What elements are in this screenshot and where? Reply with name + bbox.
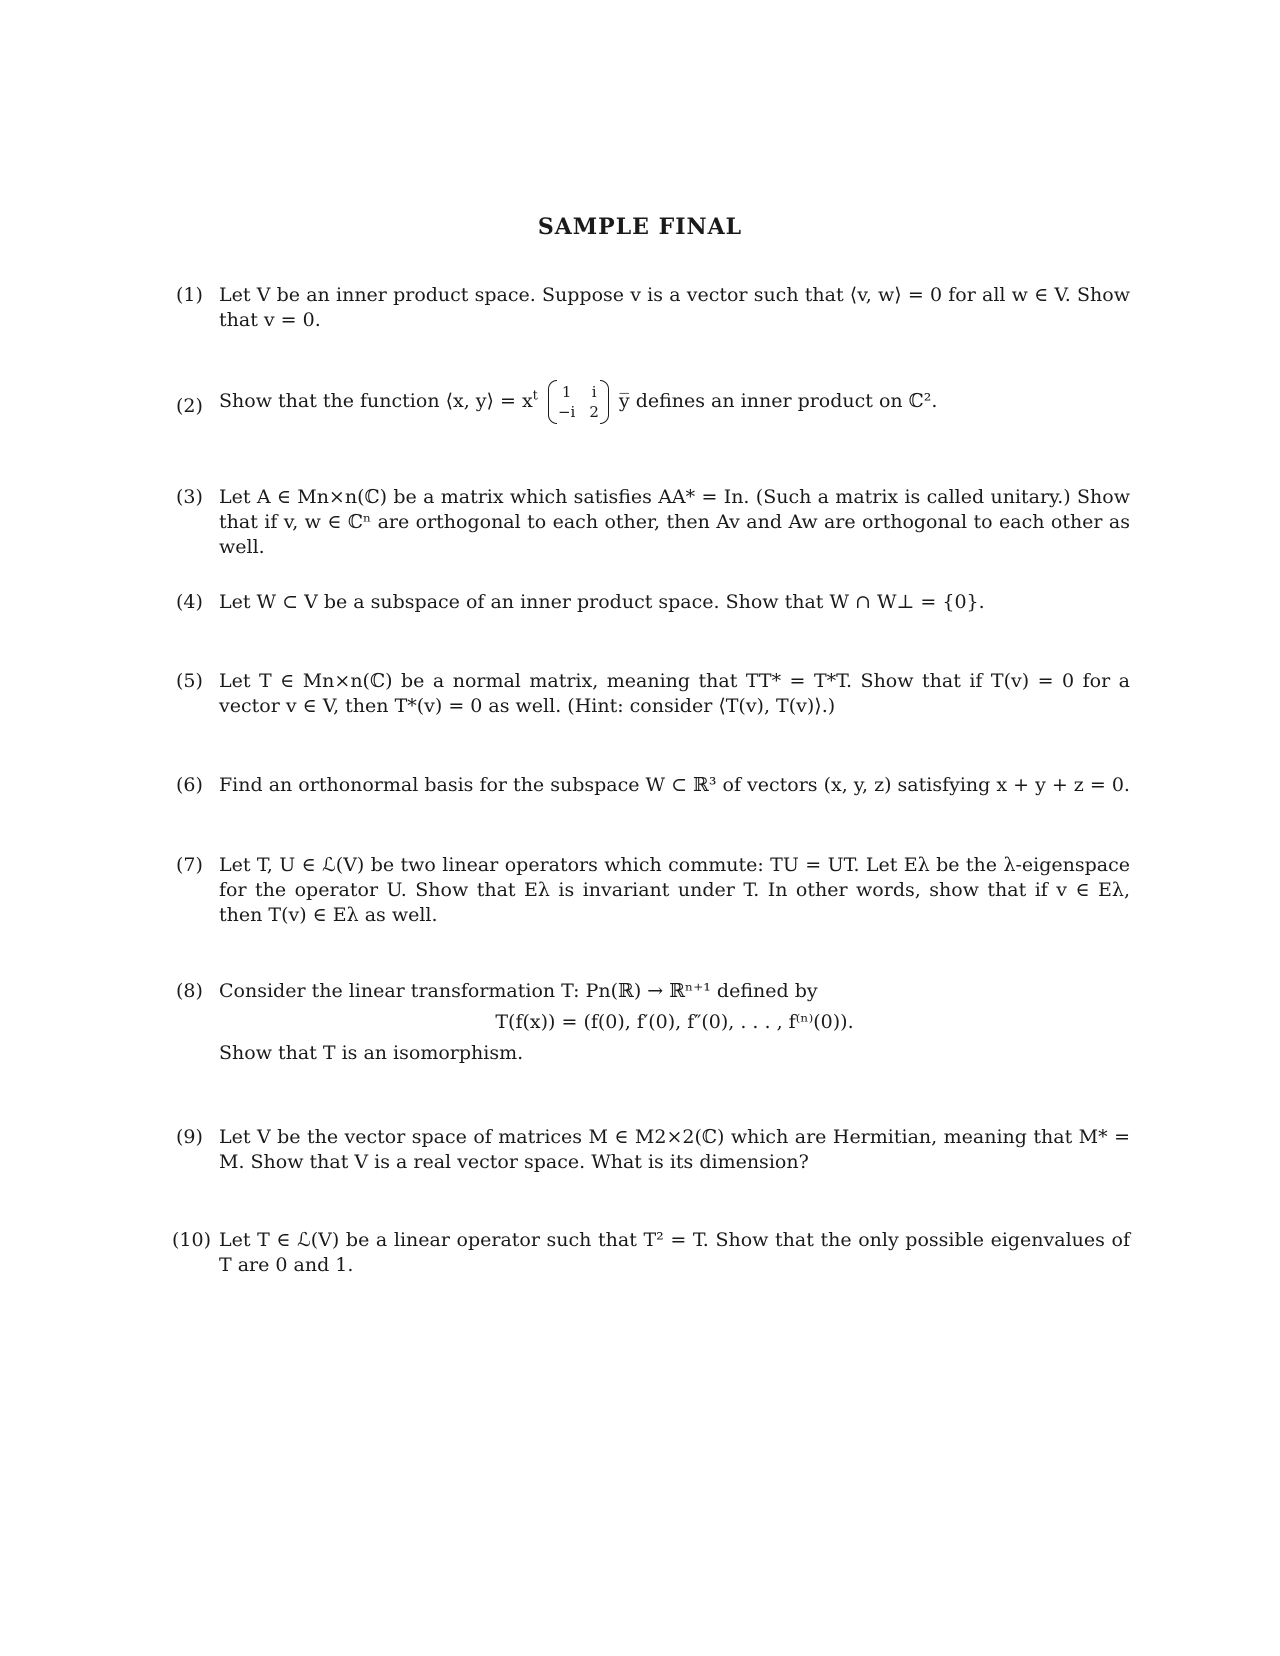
display-equation: T(f(x)) = (f(0), f′(0), f″(0), . . . , f⁽ⁿ⁾(0)).: [495, 1011, 854, 1033]
problem-3: [176, 485, 1130, 560]
problem-4: [176, 590, 1130, 615]
problem-2: [176, 383, 1130, 432]
matrix: [548, 382, 609, 422]
problem-text: Let V be the vector space of matrices M ∈ M2×2(ℂ) which are Hermitian, meaning that M* = M. Show that V is a real vector space. What is its dimension?: [219, 1126, 1130, 1173]
matrix-entry: i: [591, 383, 597, 401]
problem-number: (4): [176, 591, 203, 613]
problem-number: (3): [176, 486, 203, 508]
problem-text-post: y̅ defines an inner product on ℂ².: [618, 390, 938, 412]
problem-9: [176, 1125, 1130, 1175]
problem-number: (9): [176, 1126, 203, 1148]
problem-number: (2): [176, 395, 203, 417]
problem-text: Let T ∈ ℒ(V) be a linear operator such that T² = T. Show that the only possible eigenvalues of T are 0 and 1.: [219, 1229, 1130, 1276]
problem-7: [176, 853, 1130, 928]
problem-1: [176, 283, 1130, 333]
problem-5: [176, 669, 1130, 719]
problem-text: Let T ∈ Mn×n(ℂ) be a normal matrix, meaning that TT* = T*T. Show that if T(v) = 0 for a vector v ∈ V, then T*(v) = 0 as well. (Hint: consider ⟨T(v), T(v)⟩.): [219, 670, 1130, 717]
problem-number: (6): [176, 774, 203, 796]
problem-number: (8): [176, 980, 203, 1002]
problem-number: (1): [176, 284, 203, 306]
problem-text-pre: Show that the function ⟨x, y⟩ = x: [219, 390, 533, 412]
problem-number: (10): [172, 1229, 212, 1251]
problem-text: Let W ⊂ V be a subspace of an inner product space. Show that W ∩ W⊥ = {0}.: [219, 591, 985, 613]
problem-10: [172, 1228, 1130, 1278]
problem-text: Let A ∈ Mn×n(ℂ) be a matrix which satisfies AA* = In. (Such a matrix is called unitary.) Show that if v, w ∈ ℂⁿ are orthogonal to each other, then Av and Aw are orthogonal to each other as well.: [219, 486, 1130, 558]
problem-6: [176, 773, 1130, 798]
problem-number: (5): [176, 670, 203, 692]
matrix-entry: 1: [561, 383, 572, 401]
matrix-entry: −i: [557, 403, 576, 421]
transpose-sup: t: [532, 388, 538, 404]
matrix-entry: 2: [589, 403, 599, 421]
problem-text: Let V be an inner product space. Suppose v is a vector such that ⟨v, w⟩ = 0 for all w ∈ V. Show that v = 0.: [219, 284, 1130, 331]
problem-text: Find an orthonormal basis for the subspace W ⊂ ℝ³ of vectors (x, y, z) satisfying x + y + z = 0.: [219, 774, 1130, 796]
problem-outro: Show that T is an isomorphism.: [219, 1042, 524, 1064]
page-title: SAMPLE FINAL: [537, 214, 743, 240]
problem-intro: Consider the linear transformation T: Pn(ℝ) → ℝⁿ⁺¹ defined by: [219, 980, 818, 1002]
problem-text: [219, 382, 1130, 422]
problem-text: Let T, U ∈ ℒ(V) be two linear operators which commute: TU = UT. Let Eλ be the λ-eigenspace for the operator U. Show that Eλ is invariant under T. In other words, show that if v ∈ Eλ, then T(v) ∈ Eλ as well.: [219, 854, 1130, 926]
problem-number: (7): [176, 854, 203, 876]
problem-text: [219, 979, 1130, 1066]
problem-8: [176, 979, 1130, 1066]
